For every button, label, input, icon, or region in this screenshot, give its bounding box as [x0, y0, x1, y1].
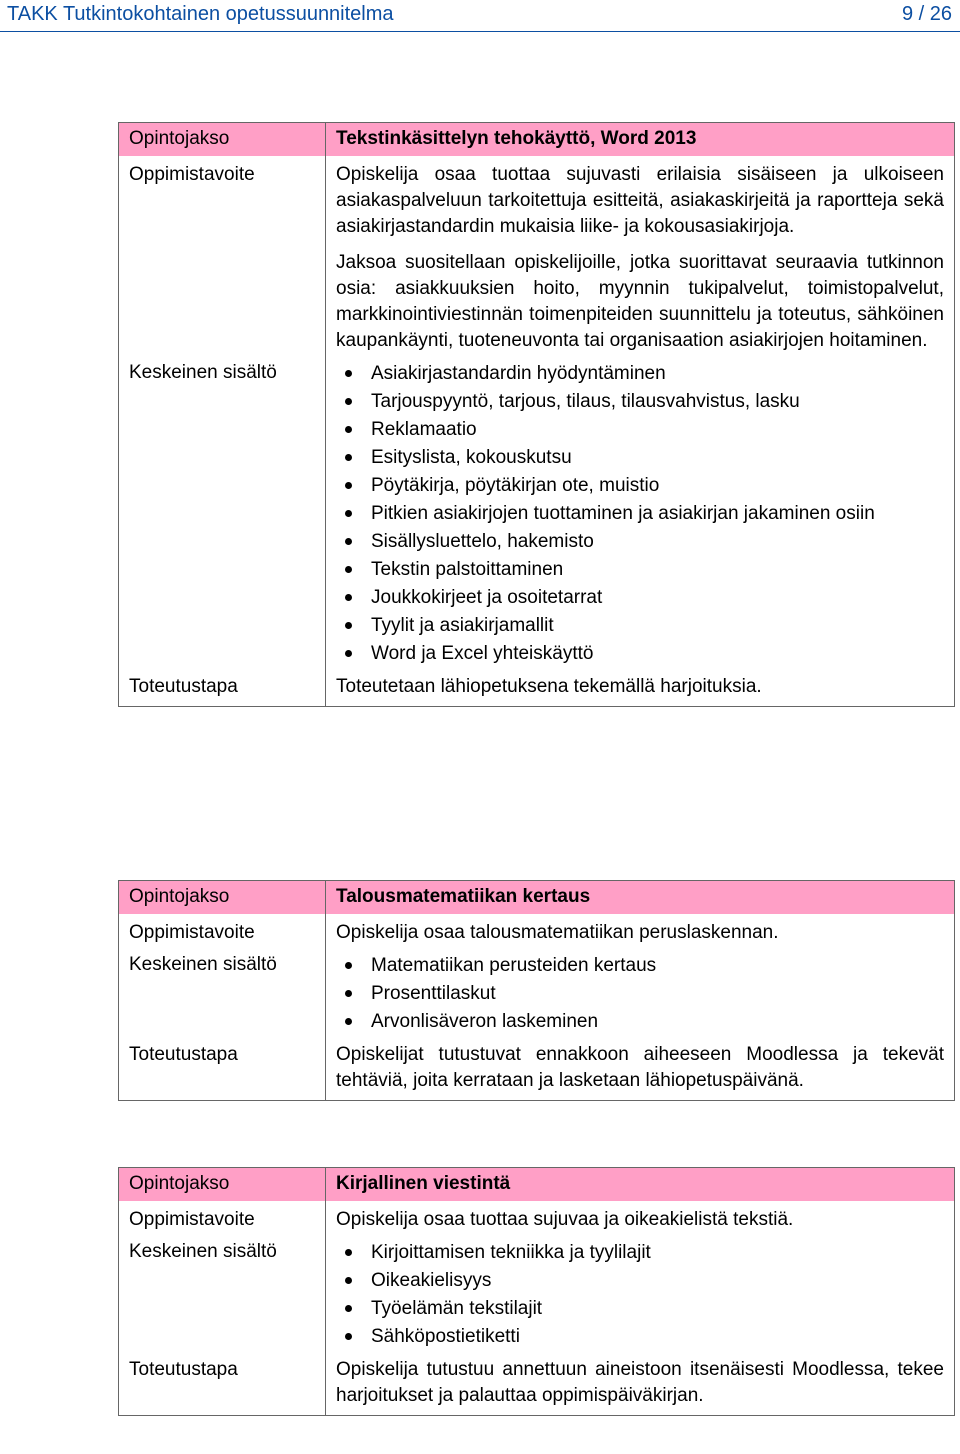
bullet-icon: [345, 454, 352, 461]
bullet-icon: [345, 482, 352, 489]
objective-label: Oppimistavoite: [119, 156, 326, 354]
course-title: Kirjallinen viestintä: [326, 1168, 955, 1202]
bullet-icon: [345, 538, 352, 545]
content-list-item-text: Kirjoittamisen tekniikka ja tyylilajit: [371, 1242, 651, 1263]
content-list-item-text: Sisällysluettelo, hakemisto: [371, 531, 594, 552]
objective-cell: [326, 156, 955, 354]
bullet-icon: [345, 370, 352, 377]
content-list-item-text: Sähköpostietiketti: [371, 1326, 520, 1347]
content-row: [119, 354, 955, 668]
recommendation-text: Jaksoa suositellaan opiskelijoille, jotka suorittavat seuraavia tutkinnon osia: asiakkuuksien hoito, myynnin tukipalvelut, toimistopalvelut, markkinointiviestinnän toimenpiteiden suunnittelu ja toteutus, sähköinen kaupankäynti, tuoteneuvonta tai organisaation asiakirjojen hoitaminen.: [336, 252, 944, 351]
document-title: TAKK Tutkintokohtainen opetussuunnitelma: [7, 3, 394, 25]
course-title: Talousmatematiikan kertaus: [326, 881, 955, 915]
content-list-item: [336, 952, 944, 980]
course-unit-table: [118, 880, 955, 1101]
method-label: Toteutustapa: [119, 1351, 326, 1416]
bullet-icon: [345, 594, 352, 601]
content-list-item-text: Pöytäkirja, pöytäkirjan ote, muistio: [371, 475, 660, 496]
method-row: [119, 1351, 955, 1416]
bullet-icon: [345, 1333, 352, 1340]
content-list-item: [336, 1295, 944, 1323]
content-list-item: [336, 556, 944, 584]
objective-label: Oppimistavoite: [119, 914, 326, 946]
content-list-item-text: Pitkien asiakirjojen tuottaminen ja asiakirjan jakaminen osiin: [371, 503, 875, 524]
bullet-icon: [345, 1018, 352, 1025]
objective-row: [119, 156, 955, 354]
course-label: Opintojakso: [119, 123, 326, 157]
course-label: Opintojakso: [119, 1168, 326, 1202]
bullet-icon: [345, 650, 352, 657]
content-list-item: [336, 1239, 944, 1267]
content-list-item: [336, 1323, 944, 1351]
content-list-item: [336, 388, 944, 416]
bullet-icon: [345, 398, 352, 405]
bullet-icon: [345, 622, 352, 629]
content-list-item: [336, 980, 944, 1008]
objective-text: Opiskelija osaa talousmatematiikan peruslaskennan.: [326, 914, 955, 946]
content-list-item: [336, 528, 944, 556]
content-list-item-text: Työelämän tekstilajit: [371, 1298, 543, 1319]
header-divider: [0, 31, 960, 32]
course-unit-table: [118, 1167, 955, 1416]
content-list-item: [336, 640, 944, 668]
method-row: [119, 668, 955, 707]
course-label: Opintojakso: [119, 881, 326, 915]
content-cell: [326, 946, 955, 1036]
content-list-item: [336, 444, 944, 472]
page-number: 9 / 26: [901, 3, 952, 25]
content-label: Keskeinen sisältö: [119, 354, 326, 668]
content-row: [119, 1233, 955, 1351]
content-list: [336, 1239, 944, 1351]
content-list-item-text: Arvonlisäveron laskeminen: [371, 1011, 599, 1032]
method-text: Opiskelija tutustuu annettuun aineistoon itsenäisesti Moodlessa, tekee harjoitukset ja palauttaa oppimispäiväkirjan.: [326, 1351, 955, 1416]
content-list-item-text: Reklamaatio: [371, 419, 477, 440]
content-list-item: [336, 1267, 944, 1295]
content-list-item-text: Tekstin palstoittaminen: [371, 559, 564, 580]
content-label: Keskeinen sisältö: [119, 1233, 326, 1351]
objective-text: Opiskelija osaa tuottaa sujuvaa ja oikeakielistä tekstiä.: [326, 1201, 955, 1233]
content-cell: [326, 1233, 955, 1351]
objective-row: [119, 1201, 955, 1233]
course-title: Tekstinkäsittelyn tehokäyttö, Word 2013: [326, 123, 955, 157]
content-list-item-text: Asiakirjastandardin hyödyntäminen: [371, 363, 666, 384]
content-list: [336, 952, 944, 1036]
bullet-icon: [345, 510, 352, 517]
bullet-icon: [345, 990, 352, 997]
page-header: [0, 0, 960, 31]
method-label: Toteutustapa: [119, 1036, 326, 1101]
content-list-item-text: Prosenttilaskut: [371, 983, 496, 1004]
course-title-row: [119, 1168, 955, 1202]
bullet-icon: [345, 1277, 352, 1284]
content-list-item: [336, 612, 944, 640]
content-list-item-text: Oikeakielisyys: [371, 1270, 492, 1291]
content-list-item-text: Matematiikan perusteiden kertaus: [371, 955, 657, 976]
content-list: [336, 360, 944, 668]
content-row: [119, 946, 955, 1036]
bullet-icon: [345, 426, 352, 433]
content-list-item: [336, 500, 944, 528]
objective-label: Oppimistavoite: [119, 1201, 326, 1233]
method-text: Opiskelijat tutustuvat ennakkoon aiheeseen Moodlessa ja tekevät tehtäviä, joita kerrataan ja lasketaan lähiopetuspäivänä.: [326, 1036, 955, 1101]
content-list-item-text: Joukkokirjeet ja osoitetarrat: [371, 587, 603, 608]
content-list-item: [336, 1008, 944, 1036]
bullet-icon: [345, 566, 352, 573]
objective-text: Opiskelija osaa tuottaa sujuvasti erilaisia sisäiseen ja ulkoiseen asiakaspalveluun tarkoitettuja esitteitä, asiakaskirjeitä ja raportteja sekä asiakirjastandardin mukaisia liike- ja kokousasiakirjoja.: [336, 164, 944, 237]
course-title-row: [119, 881, 955, 915]
content-list-item-text: Tarjouspyyntö, tarjous, tilaus, tilausvahvistus, lasku: [371, 391, 800, 412]
course-title-row: [119, 123, 955, 157]
content-list-item-text: Tyylit ja asiakirjamallit: [371, 615, 554, 636]
bullet-icon: [345, 1249, 352, 1256]
content-label: Keskeinen sisältö: [119, 946, 326, 1036]
objective-row: [119, 914, 955, 946]
content-list-item: [336, 584, 944, 612]
content-list-item: [336, 416, 944, 444]
course-unit-table: [118, 122, 955, 707]
content-list-item: [336, 472, 944, 500]
method-row: [119, 1036, 955, 1101]
content-list-item-text: Word ja Excel yhteiskäyttö: [371, 643, 594, 664]
method-text: Toteutetaan lähiopetuksena tekemällä harjoituksia.: [326, 668, 955, 707]
bullet-icon: [345, 1305, 352, 1312]
method-label: Toteutustapa: [119, 668, 326, 707]
content-list-item-text: Esityslista, kokouskutsu: [371, 447, 572, 468]
content-cell: [326, 354, 955, 668]
content-list-item: [336, 360, 944, 388]
bullet-icon: [345, 962, 352, 969]
